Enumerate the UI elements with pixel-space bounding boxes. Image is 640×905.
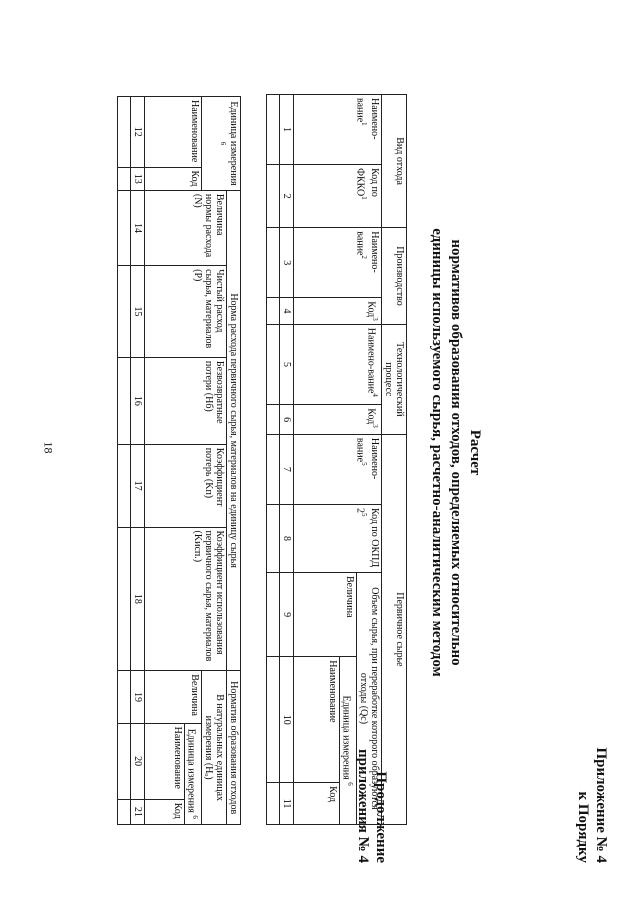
col-8-header: Код по ОКПД $2^5$ [293, 504, 381, 572]
appendix-line2: к Порядку [575, 791, 591, 863]
group-norm-waste: Норматив образования отходов [227, 671, 241, 825]
num-1: 1 [279, 95, 293, 165]
num-20: 20 [130, 723, 144, 799]
col-9-header: Величина [293, 572, 356, 656]
num-19: 19 [130, 671, 144, 723]
col-16-header: Безвозвратные потери (Hб) [144, 357, 226, 444]
empty-row-2 [117, 97, 130, 825]
numbers-row-2 [130, 97, 144, 825]
col-12-header: Наименование [144, 97, 201, 168]
num-11: 11 [279, 783, 293, 825]
num-8: 8 [279, 504, 293, 572]
group-unit-3: Единица измерения $^6$ [184, 723, 201, 824]
num-4: 4 [279, 298, 293, 324]
group-volume: Объем сырья, при переработке которого образуются отходы (Qс) [357, 572, 382, 824]
norms-table-part2 [117, 96, 241, 825]
num-14: 14 [130, 190, 144, 265]
group-norm: Норма расхода первичного сырья, материалов на единицу сырья [227, 190, 241, 670]
group-waste-type: Вид отхода [382, 95, 407, 228]
group-tech-process: Технологический процесс [382, 324, 407, 434]
col-20-header: Наименование [144, 723, 184, 799]
empty-row [266, 95, 279, 825]
col-13-header: Код [144, 167, 201, 190]
num-2: 2 [279, 165, 293, 228]
col-17-header: Коэффициент потерь (Kп) [144, 444, 226, 527]
col-10-header: Наименование [293, 657, 339, 783]
col-6-header: Код$^3$ [293, 405, 381, 435]
col-7-header: Наимено-вание$^5$ [293, 434, 381, 504]
num-17: 17 [130, 444, 144, 527]
col-3-header: Наимено-вание$^2$ [293, 228, 381, 298]
col-4-header: Код$^3$ [293, 298, 381, 324]
num-6: 6 [279, 405, 293, 435]
norms-table-part1 [266, 94, 407, 825]
continuation-header [354, 749, 390, 863]
num-15: 15 [130, 266, 144, 358]
document-title [427, 0, 484, 905]
col-18-header: Коэффициент использования первичного сырья, материалов (Kисп.) [144, 527, 226, 671]
group-raw: Первичное сырье [382, 434, 407, 824]
col-19-header: Величина [144, 671, 201, 723]
num-16: 16 [130, 357, 144, 444]
title-line3: единицы используемого сырья, расчетно-аналитическим методом [429, 228, 445, 677]
num-9: 9 [279, 572, 293, 656]
title-line1: Расчет [467, 429, 483, 476]
num-21: 21 [130, 799, 144, 824]
page-number: 18 [41, 441, 56, 454]
num-7: 7 [279, 434, 293, 504]
col-2-header: Код по ФККО$^1$ [293, 165, 381, 228]
continuation-line1: Продолжение [373, 771, 389, 863]
num-3: 3 [279, 228, 293, 298]
num-5: 5 [279, 324, 293, 404]
num-13: 13 [130, 167, 144, 190]
appendix-line1: Приложение № 4 [593, 747, 609, 863]
group-production: Производство [382, 228, 407, 325]
num-18: 18 [130, 527, 144, 671]
continuation-line2: приложения № 4 [355, 749, 371, 863]
col-15-header: Чистый расход сырья, материалов (P) [144, 266, 226, 358]
col-11-header: Код [293, 783, 339, 825]
col-21-header: Код [144, 799, 184, 824]
col-14-header: Величина нормы расхода (N) [144, 190, 226, 265]
num-10: 10 [279, 657, 293, 783]
num-12: 12 [130, 97, 144, 168]
appendix-header [574, 747, 610, 863]
group-unit: Единица измерения $^6$ [339, 657, 356, 825]
col-1-header: Наимено-вание$^1$ [293, 95, 381, 165]
title-line2: нормативов образования отходов, определяемых относительно [448, 239, 464, 666]
group-unit-2: Единица измерения $^6$ [202, 97, 241, 191]
numbers-row [279, 95, 293, 825]
group-natural: В натуральных единицах измерения (Hₒ) [202, 671, 227, 825]
col-5-header: Наимено-вание$^4$ [293, 324, 381, 404]
